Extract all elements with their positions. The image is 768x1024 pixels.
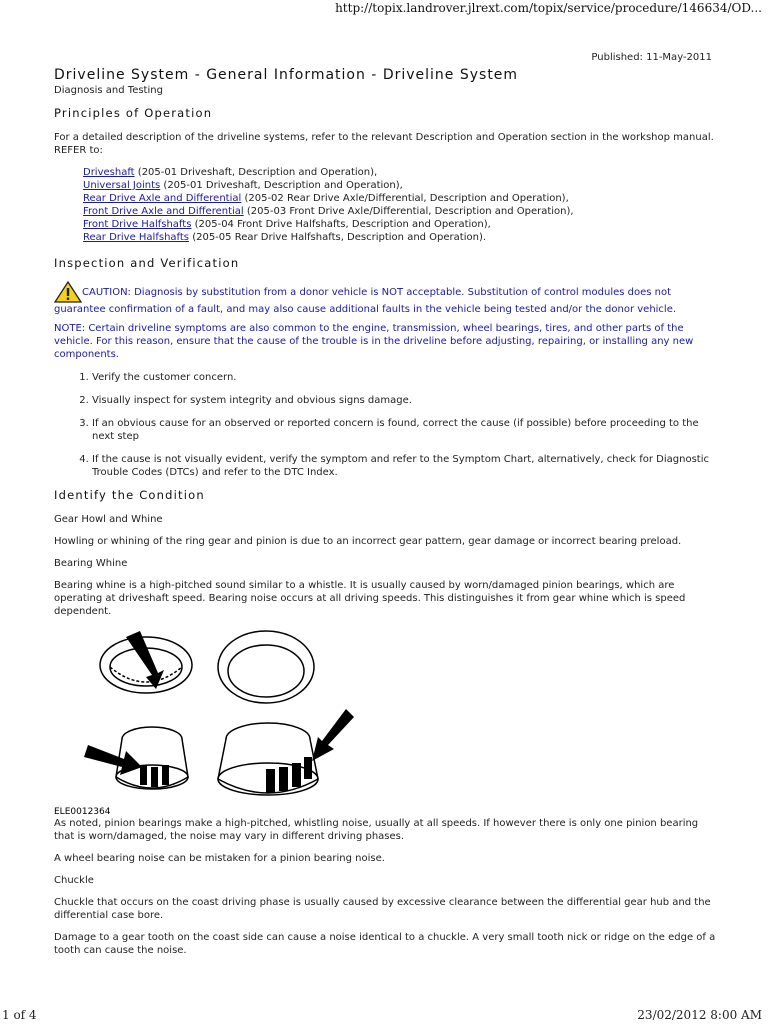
list-item: Universal Joints (205-01 Driveshaft, Description and Operation), bbox=[83, 180, 403, 191]
heading-identify: Identify the Condition bbox=[54, 488, 205, 502]
page-url: http://topix.landrover.jlrext.com/topix/service/procedure/146634/OD... bbox=[335, 1, 762, 15]
list-item: 4. If the cause is not visually evident, verify the symptom and refer to the Symptom Chart, alternatively, check for Diagnostic Trouble Codes (DTCs) and refer to the DTC Index. bbox=[92, 453, 718, 479]
bearing-illustration bbox=[54, 627, 374, 817]
chuckle-text: Chuckle that occurs on the coast driving phase is usually caused by excessive clearance between the differential gear hub and the differential case bore. bbox=[54, 897, 711, 921]
gear-howl-title: Gear Howl and Whine bbox=[54, 514, 163, 525]
list-item: Driveshaft (205-01 Driveshaft, Description and Operation), bbox=[83, 167, 378, 178]
principles-intro: For a detailed description of the driveline systems, refer to the relevant Description and Operation section in the workshop manual. REFER to: bbox=[54, 132, 714, 156]
after-figure-text-2: A wheel bearing noise can be mistaken for a pinion bearing noise. bbox=[54, 853, 385, 864]
warning-triangle-icon bbox=[54, 281, 82, 303]
heading-principles: Principles of Operation bbox=[54, 106, 213, 120]
reference-links bbox=[83, 166, 718, 244]
page-title: Driveline System - General Information - Driveline System bbox=[54, 67, 519, 83]
damage-text: Damage to a gear tooth on the coast side can cause a noise identical to a chuckle. A very small tooth nick or ridge on the edge of a tooth can cause the noise. bbox=[54, 932, 716, 956]
list-item: 2. Visually inspect for system integrity and obvious signs damage. bbox=[92, 394, 718, 407]
bearing-whine-title: Bearing Whine bbox=[54, 558, 128, 569]
list-item: Rear Drive Halfshafts (205-05 Rear Drive Halfshafts, Description and Operation). bbox=[83, 232, 487, 243]
print-timestamp: 23/02/2012 8:00 AM bbox=[637, 1008, 762, 1022]
gear-howl-text: Howling or whining of the ring gear and pinion is due to an incorrect gear pattern, gear damage or incorrect bearing preload. bbox=[54, 536, 682, 547]
page-number: 1 of 4 bbox=[2, 1008, 37, 1022]
link-driveshaft[interactable]: Driveshaft bbox=[83, 167, 135, 178]
link-front-drive-axle[interactable]: Front Drive Axle and Differential bbox=[83, 206, 244, 217]
link-rear-drive-axle[interactable]: Rear Drive Axle and Differential bbox=[83, 193, 242, 204]
published-date: Published: 11-May-2011 bbox=[591, 52, 712, 63]
link-rear-halfshafts[interactable]: Rear Drive Halfshafts bbox=[83, 232, 190, 243]
inspection-steps bbox=[54, 371, 718, 479]
list-item: Front Drive Axle and Differential (205-03 Front Drive Axle/Differential, Description and Operation), bbox=[83, 206, 574, 217]
heading-inspection: Inspection and Verification bbox=[54, 256, 240, 270]
bearing-diagram bbox=[54, 627, 374, 802]
chuckle-title: Chuckle bbox=[54, 875, 94, 886]
document-body bbox=[54, 66, 718, 966]
after-figure-text-1: As noted, pinion bearings make a high-pitched, whistling noise, usually at all speeds. If however there is only one pinion bearing that is worn/damaged, the noise may vary in different driving phases. bbox=[54, 818, 699, 842]
list-item: Front Drive Halfshafts (205-04 Front Drive Halfshafts, Description and Operation), bbox=[83, 219, 491, 230]
caution-text: CAUTION: Diagnosis by substitution from a donor vehicle is NOT acceptable. Substitution of control modules does not guarantee confirmation of a fault, and may also cause additional faults in the vehicle being tested and/or the donor vehicle. bbox=[54, 281, 718, 316]
list-item: 1. Verify the customer concern. bbox=[92, 371, 718, 384]
link-universal-joints[interactable]: Universal Joints bbox=[83, 180, 161, 191]
list-item: 3. If an obvious cause for an observed or reported concern is found, correct the cause (if possible) before proceeding to the next step bbox=[92, 417, 718, 443]
link-front-halfshafts[interactable]: Front Drive Halfshafts bbox=[83, 219, 192, 230]
page-subtitle: Diagnosis and Testing bbox=[54, 85, 163, 96]
figure-caption: ELE0012364 bbox=[54, 807, 111, 817]
bearing-whine-text: Bearing whine is a high-pitched sound similar to a whistle. It is usually caused by worn/damaged pinion bearings, which are operating at driveshaft speed. Bearing noise occurs at all driving speeds. This distinguishes it from gear whine which is speed dependent. bbox=[54, 580, 686, 617]
list-item: Rear Drive Axle and Differential (205-02 Rear Drive Axle/Differential, Description and Operation), bbox=[83, 193, 569, 204]
note-text: NOTE: Certain driveline symptoms are also common to the engine, transmission, wheel bearings, tires, and other parts of the vehicle. For this reason, ensure that the cause of the trouble is in the driveline before adjusting, repairing, or installing any new components. bbox=[54, 323, 694, 360]
